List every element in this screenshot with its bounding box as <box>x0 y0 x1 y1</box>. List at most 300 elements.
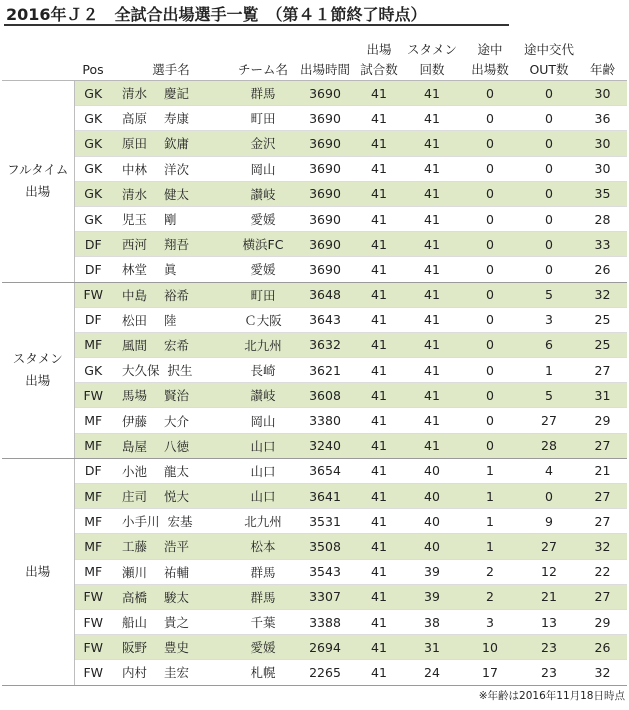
cell-player-name <box>112 206 230 231</box>
player-given-name: 欽庸 <box>164 136 190 152</box>
cell-matches: 41 <box>354 408 404 433</box>
cell-player-name <box>112 257 230 282</box>
cell-matches: 41 <box>354 81 404 106</box>
cell-minutes: 3690 <box>296 257 354 282</box>
cell-pos: DF <box>74 257 112 282</box>
table-row <box>2 609 627 634</box>
cell-minutes: 3690 <box>296 232 354 257</box>
cell-age: 27 <box>578 433 627 458</box>
group-label <box>2 282 74 458</box>
cell-starts: 41 <box>404 383 460 408</box>
cell-starts: 41 <box>404 206 460 231</box>
cell-team: 岡山 <box>230 156 296 181</box>
cell-pos: GK <box>74 106 112 131</box>
cell-pos: FW <box>74 609 112 634</box>
player-given-name: 龍太 <box>164 463 190 479</box>
cell-pos: MF <box>74 534 112 559</box>
table-row <box>2 81 627 106</box>
table-row <box>2 156 627 181</box>
cell-minutes: 3621 <box>296 358 354 383</box>
player-given-name: 祐輔 <box>164 564 190 580</box>
cell-matches: 41 <box>354 383 404 408</box>
cell-starts: 41 <box>404 81 460 106</box>
cell-matches: 41 <box>354 106 404 131</box>
header-name-upper <box>112 36 230 58</box>
cell-starts: 41 <box>404 131 460 156</box>
cell-matches: 41 <box>354 534 404 559</box>
cell-pos: GK <box>74 81 112 106</box>
table-row <box>2 584 627 609</box>
player-surname: 船山 <box>122 615 148 631</box>
cell-subin: 1 <box>460 458 520 483</box>
cell-player-name <box>112 358 230 383</box>
cell-pos: MF <box>74 433 112 458</box>
cell-matches: 41 <box>354 559 404 584</box>
cell-pos: FW <box>74 584 112 609</box>
cell-starts: 41 <box>404 408 460 433</box>
cell-subin: 0 <box>460 307 520 332</box>
cell-starts: 41 <box>404 307 460 332</box>
header-minutes-upper <box>296 36 354 58</box>
cell-subout: 0 <box>520 232 578 257</box>
player-surname: 伊藤 <box>122 413 148 429</box>
cell-team: 群馬 <box>230 559 296 584</box>
cell-minutes: 3307 <box>296 584 354 609</box>
cell-age: 21 <box>578 458 627 483</box>
cell-pos: MF <box>74 559 112 584</box>
player-surname: 西河 <box>122 237 148 253</box>
cell-subin: 0 <box>460 358 520 383</box>
player-surname: 清水 <box>122 86 148 102</box>
cell-subin: 0 <box>460 106 520 131</box>
player-given-name: 貴之 <box>164 615 190 631</box>
cell-pos: FW <box>74 660 112 685</box>
cell-team: 山口 <box>230 458 296 483</box>
footnote: ※年齢は2016年11月18日時点 <box>478 690 625 702</box>
cell-minutes: 3654 <box>296 458 354 483</box>
player-surname: 高橋 <box>122 589 148 605</box>
cell-player-name <box>112 660 230 685</box>
cell-subout: 5 <box>520 282 578 307</box>
cell-subout: 0 <box>520 81 578 106</box>
cell-subout: 1 <box>520 358 578 383</box>
cell-age: 35 <box>578 181 627 206</box>
table-row <box>2 660 627 685</box>
cell-subout: 12 <box>520 559 578 584</box>
cell-pos: GK <box>74 156 112 181</box>
cell-player-name <box>112 635 230 660</box>
cell-subin: 0 <box>460 433 520 458</box>
cell-subout: 0 <box>520 106 578 131</box>
player-given-name: 宏希 <box>164 337 190 353</box>
cell-pos: GK <box>74 206 112 231</box>
header-row-upper <box>2 36 627 58</box>
cell-minutes: 2694 <box>296 635 354 660</box>
cell-team: Ｃ大阪 <box>230 307 296 332</box>
group-label-line2: 出場 <box>25 184 51 200</box>
header-subin-upper: 途中 <box>477 42 503 57</box>
cell-player-name <box>112 81 230 106</box>
cell-age: 27 <box>578 509 627 534</box>
cell-matches: 41 <box>354 332 404 357</box>
player-given-name: 慶記 <box>164 86 190 102</box>
cell-subout: 27 <box>520 408 578 433</box>
cell-team: 町田 <box>230 282 296 307</box>
player-given-name: 眞 <box>164 262 177 278</box>
header-matches: 試合数 <box>354 58 404 81</box>
header-group-spacer <box>2 58 74 81</box>
cell-subout: 0 <box>520 131 578 156</box>
cell-subout: 0 <box>520 181 578 206</box>
cell-team: 讃岐 <box>230 383 296 408</box>
cell-matches: 41 <box>354 282 404 307</box>
player-given-name: 陸 <box>164 312 177 328</box>
cell-age: 32 <box>578 282 627 307</box>
cell-player-name <box>112 584 230 609</box>
cell-minutes: 3632 <box>296 332 354 357</box>
cell-team: 金沢 <box>230 131 296 156</box>
table-row <box>2 307 627 332</box>
cell-pos: FW <box>74 635 112 660</box>
cell-starts: 38 <box>404 609 460 634</box>
table-row <box>2 383 627 408</box>
cell-age: 26 <box>578 257 627 282</box>
cell-subin: 0 <box>460 383 520 408</box>
player-surname: 林堂 <box>122 262 148 278</box>
cell-subin: 0 <box>460 81 520 106</box>
cell-subin: 0 <box>460 156 520 181</box>
cell-player-name <box>112 484 230 509</box>
header-subout-upper: 途中交代 <box>523 42 574 57</box>
cell-matches: 41 <box>354 660 404 685</box>
player-given-name: 大介 <box>164 413 190 429</box>
cell-matches: 41 <box>354 635 404 660</box>
cell-matches: 41 <box>354 509 404 534</box>
group-label-line1: 出場 <box>25 563 51 579</box>
header-team: チーム名 <box>230 58 296 81</box>
player-surname: 松田 <box>122 312 148 328</box>
cell-matches: 41 <box>354 206 404 231</box>
cell-subout: 13 <box>520 609 578 634</box>
cell-subin: 17 <box>460 660 520 685</box>
player-given-name: 健太 <box>164 186 190 202</box>
cell-subout: 6 <box>520 332 578 357</box>
cell-pos: DF <box>74 458 112 483</box>
cell-matches: 41 <box>354 584 404 609</box>
header-subin: 出場数 <box>460 58 520 81</box>
cell-team: 札幌 <box>230 660 296 685</box>
cell-subin: 1 <box>460 484 520 509</box>
cell-starts: 40 <box>404 509 460 534</box>
cell-pos: GK <box>74 358 112 383</box>
page-title: 2016年Ｊ２ 全試合出場選手一覧 （第４１節終了時点） <box>6 5 427 24</box>
cell-team: 町田 <box>230 106 296 131</box>
group-label-line1: フルタイム <box>7 162 69 178</box>
header-group-spacer <box>2 36 74 58</box>
cell-minutes: 3543 <box>296 559 354 584</box>
player-surname: 瀬川 <box>122 564 148 580</box>
cell-starts: 41 <box>404 257 460 282</box>
table-row <box>2 106 627 131</box>
table-row <box>2 484 627 509</box>
table-row <box>2 332 627 357</box>
table-row <box>2 131 627 156</box>
cell-starts: 24 <box>404 660 460 685</box>
player-surname: 内村 <box>122 665 148 681</box>
cell-team: 山口 <box>230 433 296 458</box>
header-pos-upper <box>74 36 112 58</box>
cell-starts: 41 <box>404 156 460 181</box>
cell-team: 愛媛 <box>230 257 296 282</box>
table-row <box>2 232 627 257</box>
player-given-name: 裕希 <box>164 287 190 303</box>
cell-pos: DF <box>74 232 112 257</box>
cell-subout: 5 <box>520 383 578 408</box>
table-row <box>2 181 627 206</box>
cell-player-name <box>112 609 230 634</box>
player-given-name: 豊史 <box>164 640 190 656</box>
cell-player-name <box>112 131 230 156</box>
cell-matches: 41 <box>354 131 404 156</box>
cell-player-name <box>112 458 230 483</box>
player-given-name: 宏基 <box>167 514 193 530</box>
cell-age: 28 <box>578 206 627 231</box>
cell-age: 29 <box>578 609 627 634</box>
player-table-body <box>2 36 627 685</box>
cell-starts: 41 <box>404 433 460 458</box>
cell-age: 32 <box>578 660 627 685</box>
player-surname: 阪野 <box>122 640 148 656</box>
cell-age: 29 <box>578 408 627 433</box>
player-given-name: 賢治 <box>164 388 190 404</box>
cell-pos: DF <box>74 307 112 332</box>
cell-minutes: 3508 <box>296 534 354 559</box>
cell-team: 群馬 <box>230 81 296 106</box>
cell-matches: 41 <box>354 156 404 181</box>
cell-player-name <box>112 232 230 257</box>
cell-minutes: 3690 <box>296 156 354 181</box>
player-given-name: 剛 <box>164 212 177 228</box>
cell-starts: 31 <box>404 635 460 660</box>
cell-subin: 2 <box>460 559 520 584</box>
cell-subout: 23 <box>520 635 578 660</box>
title-underline <box>4 24 509 26</box>
cell-subin: 0 <box>460 181 520 206</box>
player-surname: 原田 <box>122 136 148 152</box>
group-label-line2: 出場 <box>25 373 51 389</box>
player-surname: 中島 <box>122 287 148 303</box>
cell-age: 36 <box>578 106 627 131</box>
cell-player-name <box>112 408 230 433</box>
cell-age: 31 <box>578 383 627 408</box>
cell-player-name <box>112 509 230 534</box>
cell-team: 愛媛 <box>230 635 296 660</box>
cell-player-name <box>112 307 230 332</box>
cell-subout: 0 <box>520 257 578 282</box>
header-starts: 回数 <box>404 58 460 81</box>
cell-subin: 1 <box>460 509 520 534</box>
cell-subout: 0 <box>520 206 578 231</box>
header-team-upper <box>230 36 296 58</box>
cell-player-name <box>112 106 230 131</box>
cell-age: 30 <box>578 156 627 181</box>
header-matches-upper: 出場 <box>366 42 392 57</box>
table-row <box>2 358 627 383</box>
cell-minutes: 3690 <box>296 206 354 231</box>
player-given-name: 択生 <box>167 363 193 379</box>
table-row <box>2 282 627 307</box>
cell-subin: 3 <box>460 609 520 634</box>
header-pos: Pos <box>74 58 112 81</box>
cell-pos: MF <box>74 408 112 433</box>
group-label-line1: スタメン <box>12 351 63 367</box>
cell-age: 30 <box>578 131 627 156</box>
cell-subin: 0 <box>460 131 520 156</box>
cell-matches: 41 <box>354 181 404 206</box>
cell-subout: 28 <box>520 433 578 458</box>
cell-starts: 40 <box>404 534 460 559</box>
cell-team: 北九州 <box>230 332 296 357</box>
cell-matches: 41 <box>354 232 404 257</box>
player-surname: 小手川 <box>122 514 160 530</box>
cell-age: 27 <box>578 484 627 509</box>
cell-minutes: 3608 <box>296 383 354 408</box>
player-surname: 高原 <box>122 111 148 127</box>
player-given-name: 八徳 <box>164 438 190 454</box>
player-given-name: 駿太 <box>164 589 190 605</box>
cell-pos: GK <box>74 181 112 206</box>
cell-subout: 0 <box>520 156 578 181</box>
cell-starts: 41 <box>404 181 460 206</box>
cell-matches: 41 <box>354 307 404 332</box>
cell-pos: FW <box>74 282 112 307</box>
cell-minutes: 3388 <box>296 609 354 634</box>
cell-subin: 0 <box>460 332 520 357</box>
player-surname: 馬場 <box>122 388 148 404</box>
cell-team: 岡山 <box>230 408 296 433</box>
cell-starts: 41 <box>404 232 460 257</box>
cell-player-name <box>112 181 230 206</box>
cell-minutes: 3690 <box>296 131 354 156</box>
cell-player-name <box>112 282 230 307</box>
cell-starts: 39 <box>404 559 460 584</box>
cell-subin: 0 <box>460 282 520 307</box>
cell-age: 27 <box>578 358 627 383</box>
cell-age: 30 <box>578 81 627 106</box>
table-row <box>2 559 627 584</box>
cell-team: 千葉 <box>230 609 296 634</box>
cell-pos: MF <box>74 509 112 534</box>
player-surname: 島屋 <box>122 438 148 454</box>
player-surname: 大久保 <box>122 363 160 379</box>
player-given-name: 寿康 <box>164 111 190 127</box>
cell-subin: 2 <box>460 584 520 609</box>
player-table <box>2 36 627 686</box>
cell-subout: 23 <box>520 660 578 685</box>
cell-age: 25 <box>578 307 627 332</box>
header-row-lower <box>2 58 627 81</box>
cell-subout: 4 <box>520 458 578 483</box>
cell-player-name <box>112 332 230 357</box>
cell-starts: 40 <box>404 484 460 509</box>
table-row <box>2 509 627 534</box>
cell-matches: 41 <box>354 358 404 383</box>
cell-player-name <box>112 534 230 559</box>
cell-starts: 41 <box>404 358 460 383</box>
header-name: 選手名 <box>112 58 230 81</box>
cell-minutes: 3690 <box>296 181 354 206</box>
player-given-name: 洋次 <box>164 161 190 177</box>
cell-subin: 0 <box>460 257 520 282</box>
cell-minutes: 3690 <box>296 81 354 106</box>
cell-team: 群馬 <box>230 584 296 609</box>
cell-age: 22 <box>578 559 627 584</box>
player-surname: 風間 <box>122 337 148 353</box>
player-surname: 清水 <box>122 186 148 202</box>
cell-age: 27 <box>578 584 627 609</box>
group-label <box>2 458 74 685</box>
cell-pos: MF <box>74 332 112 357</box>
cell-starts: 41 <box>404 106 460 131</box>
cell-minutes: 3648 <box>296 282 354 307</box>
cell-player-name <box>112 156 230 181</box>
table-row <box>2 257 627 282</box>
cell-subin: 0 <box>460 206 520 231</box>
cell-subout: 3 <box>520 307 578 332</box>
player-given-name: 悦大 <box>164 489 190 505</box>
table-row <box>2 206 627 231</box>
player-surname: 中林 <box>122 161 148 177</box>
header-subout: OUT数 <box>520 58 578 81</box>
cell-minutes: 3641 <box>296 484 354 509</box>
cell-subout: 0 <box>520 484 578 509</box>
cell-starts: 40 <box>404 458 460 483</box>
cell-subout: 9 <box>520 509 578 534</box>
cell-age: 25 <box>578 332 627 357</box>
cell-matches: 41 <box>354 433 404 458</box>
player-surname: 小池 <box>122 463 148 479</box>
group-label <box>2 81 74 283</box>
header-age-upper <box>578 36 627 58</box>
cell-subin: 10 <box>460 635 520 660</box>
cell-subin: 0 <box>460 232 520 257</box>
table-row <box>2 458 627 483</box>
cell-matches: 41 <box>354 458 404 483</box>
table-row <box>2 408 627 433</box>
cell-age: 26 <box>578 635 627 660</box>
cell-subout: 21 <box>520 584 578 609</box>
player-given-name: 浩平 <box>164 539 190 555</box>
cell-minutes: 3380 <box>296 408 354 433</box>
header-starts-upper: スタメン <box>406 42 457 57</box>
cell-starts: 39 <box>404 584 460 609</box>
cell-team: 北九州 <box>230 509 296 534</box>
player-surname: 庄司 <box>122 489 148 505</box>
header-minutes: 出場時間 <box>296 58 354 81</box>
cell-starts: 41 <box>404 332 460 357</box>
cell-team: 愛媛 <box>230 206 296 231</box>
cell-player-name <box>112 383 230 408</box>
cell-team: 長崎 <box>230 358 296 383</box>
cell-team: 讃岐 <box>230 181 296 206</box>
cell-pos: MF <box>74 484 112 509</box>
cell-matches: 41 <box>354 257 404 282</box>
player-given-name: 圭宏 <box>164 665 190 681</box>
cell-minutes: 3531 <box>296 509 354 534</box>
player-surname: 児玉 <box>122 212 148 228</box>
cell-team: 横浜FC <box>230 232 296 257</box>
cell-minutes: 3690 <box>296 106 354 131</box>
